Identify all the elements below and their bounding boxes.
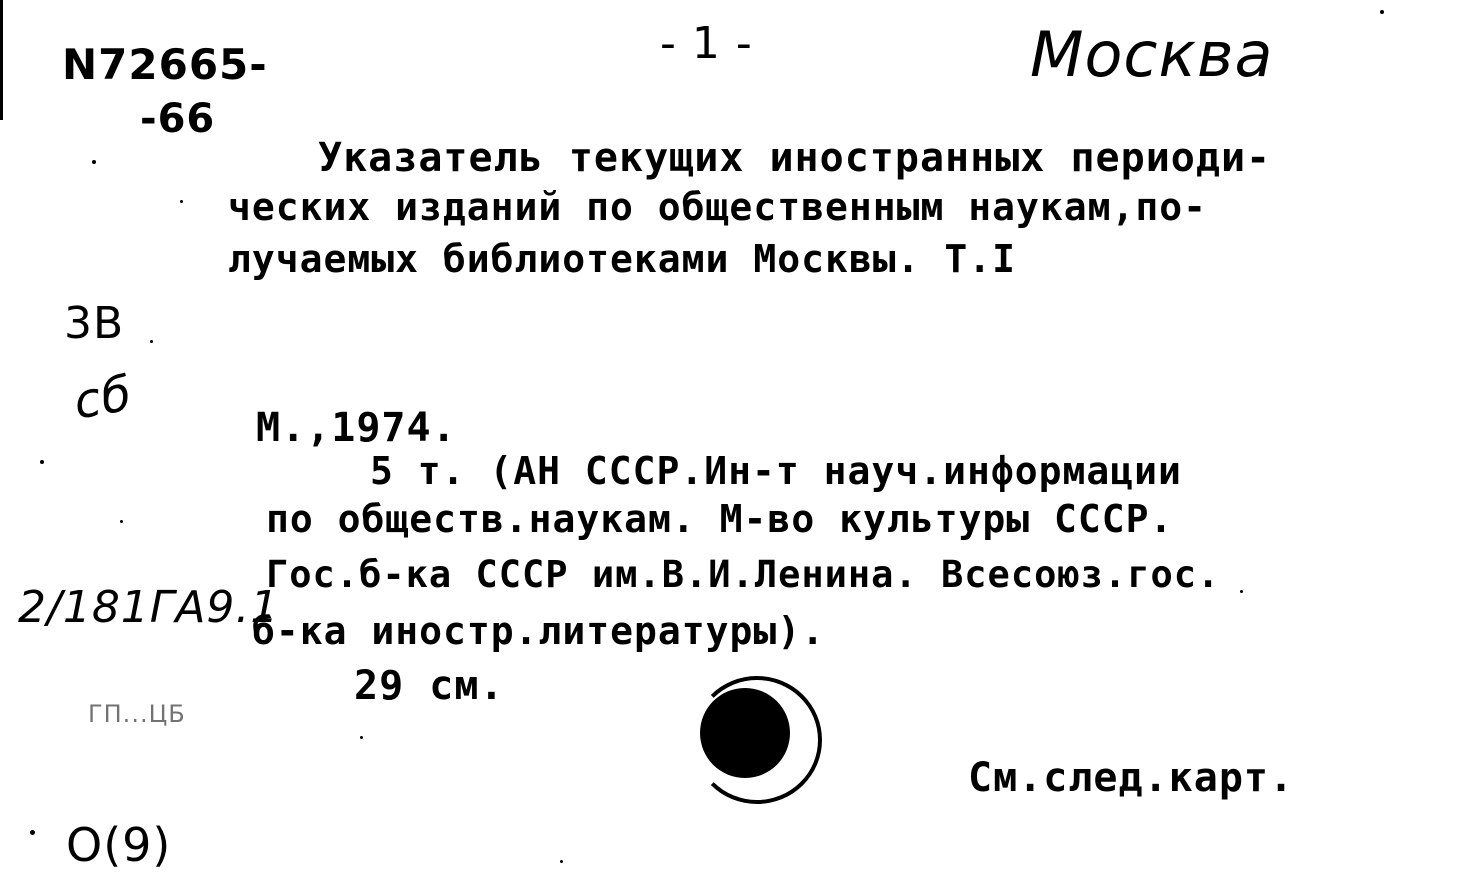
- faded-stamp: ГП...ЦБ: [88, 700, 186, 728]
- scan-speck: [360, 736, 363, 739]
- call-number-bottom: -66: [140, 96, 216, 142]
- see-next-card: См.след.карт.: [968, 755, 1295, 801]
- page-number: - 1 -: [660, 18, 753, 69]
- scan-speck: [180, 200, 183, 203]
- series-line-2: по обществ.наукам. М-во культуры СССР.: [266, 497, 1174, 541]
- imprint: М.,1974.: [256, 405, 457, 451]
- scan-speck: [1240, 590, 1243, 593]
- call-number-top: N72665-: [62, 40, 268, 89]
- shelf-mark-1: 3B: [64, 298, 125, 349]
- city-note: Москвa: [1030, 18, 1274, 91]
- scan-speck: [40, 460, 44, 464]
- shelf-mark-2: сб: [69, 365, 137, 431]
- scan-speck: [150, 340, 153, 343]
- series-line-1: 5 т. (АН СССР.Ин-т науч.информации: [370, 449, 1182, 493]
- scan-speck: [120, 520, 123, 523]
- scan-speck: [92, 160, 96, 164]
- title-line-1: Указатель текущих иностранных периоди-: [318, 135, 1272, 181]
- card-left-edge: [0, 0, 3, 120]
- series-line-3: Гос.б-ка СССР им.В.И.Ленина. Всесоюз.гос.: [266, 553, 1221, 596]
- punch-hole: [700, 688, 790, 778]
- scan-speck: [1380, 10, 1384, 14]
- scan-speck: [560, 860, 563, 863]
- title-line-2: ческих изданий по общественным наукам,по-: [228, 185, 1207, 229]
- inventory-number: 2/181ГА9.1: [18, 582, 280, 633]
- size-note: 29 см.: [354, 663, 505, 709]
- scan-speck: [30, 830, 35, 835]
- series-line-4: б-ка иностр.литературы).: [252, 609, 826, 653]
- classification-mark: О(9): [66, 818, 172, 872]
- title-line-3: лучаемых библиотеками Москвы. Т.I: [228, 237, 1016, 281]
